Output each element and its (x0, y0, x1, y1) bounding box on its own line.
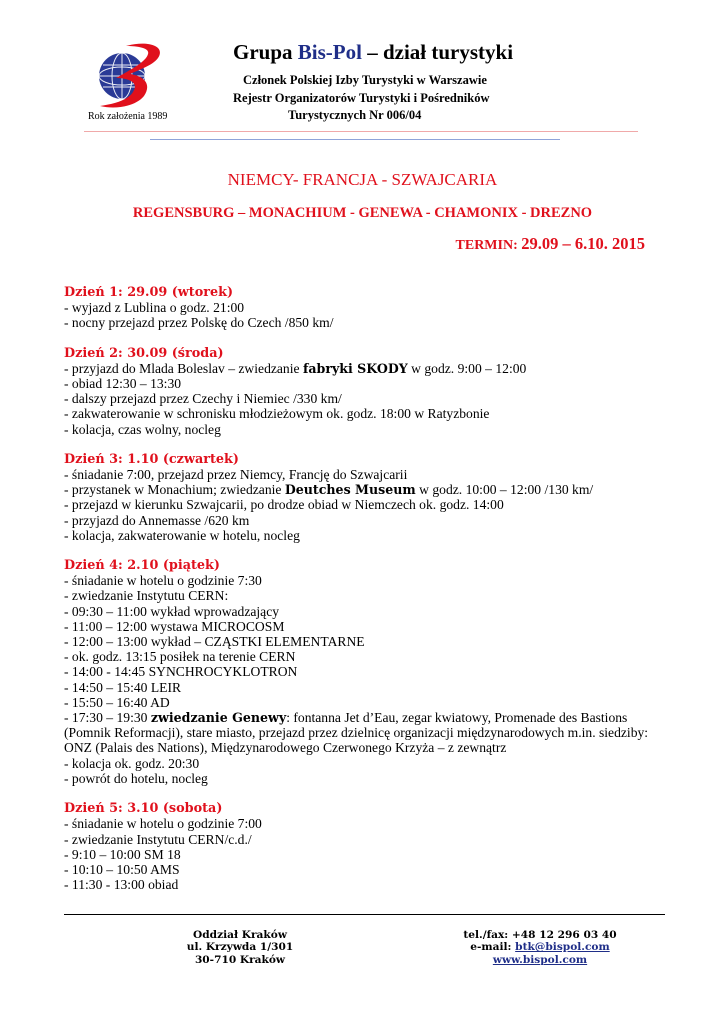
founded-year: Rok założenia 1989 (88, 111, 168, 122)
item-highlight: fabryki SKODY (302, 360, 408, 376)
itinerary-item: - ok. godz. 13:15 posiłek na terenie CERN (64, 649, 296, 665)
itinerary-item: - kolacja ok. godz. 20:30 (64, 755, 200, 771)
itinerary-item: - dalszy przejazd przez Czechy i Niemiec /330 km/ (64, 391, 342, 407)
trip-term (456, 234, 645, 254)
company-logo (86, 40, 170, 112)
office-address (150, 929, 330, 966)
itinerary-item: - kolacja, czas wolny, nocleg (64, 421, 221, 437)
itinerary-item: - przejazd w kierunku Szwajcarii, po drodze obiad w Niemczech ok. godz. 14:00 (64, 497, 504, 513)
itinerary-item: - obiad 12:30 – 13:30 (64, 376, 182, 392)
company-title (233, 40, 513, 65)
itinerary-item: - zakwaterowanie w schronisku młodzieżowym ok. godz. 18:00 w Ratyzbonie (64, 406, 490, 422)
item-text: w godz. 9:00 – 12:00 (407, 360, 527, 376)
itinerary-item: - 12:00 – 13:00 wykład – CZĄSTKI ELEMENTARNE (64, 634, 365, 650)
term-label: TERMIN: (455, 238, 522, 253)
itinerary-item: - zwiedzanie Instytutu CERN: (64, 588, 229, 604)
email-label: e-mail: (470, 941, 516, 954)
day-section (64, 452, 664, 543)
item-text: : fontanna Jet d’Eau, zegar kwiatowy, Promenade des Bastions (Pomnik Reformacji), stare miasto, przejazd przez dzielnicę organizacji międzynarodowych m.in. siedziby: ONZ (Palais des Nations), Międzynarodowego Czerwonego Krzyża – z zewnątrz (64, 710, 649, 756)
item-text: - przystanek w Monachium; zwiedzanie (64, 482, 285, 498)
day-section (64, 285, 664, 331)
term-value: 29.09 – 6.10. 2015 (521, 234, 645, 253)
office-city: 30-710 Kraków (194, 953, 286, 966)
office-street: ul. Krzywda 1/301 (186, 941, 294, 954)
itinerary-item: - kolacja, zakwaterowanie w hotelu, nocleg (64, 527, 300, 543)
itinerary-item: - 15:50 – 16:40 AD (64, 694, 170, 710)
day-title: Dzień 3: 1.10 (czwartek) (64, 451, 239, 467)
item-text: - 17:30 – 19:30 (64, 710, 151, 726)
itinerary-item: - śniadanie 7:00, przejazd przez Niemcy, Francję do Szwajcarii (64, 467, 408, 483)
header-divider-blue (150, 139, 560, 140)
itinerary-item: - 11:30 - 13:00 obiad (64, 877, 179, 893)
item-text: w godz. 10:00 – 12:00 /130 km/ (415, 482, 594, 498)
itinerary-item: - wyjazd z Lublina o godz. 21:00 (64, 300, 245, 316)
day-title: Dzień 1: 29.09 (wtorek) (64, 285, 234, 300)
office-name: Oddział Kraków (193, 929, 287, 941)
day-section (64, 801, 664, 892)
itinerary (64, 285, 664, 907)
itinerary-item (64, 482, 664, 497)
day-section (64, 346, 664, 437)
itinerary-item: - nocny przejazd przez Polskę do Czech /850 km/ (64, 315, 334, 331)
itinerary-item: - 9:10 – 10:00 SM 18 (64, 846, 181, 862)
itinerary-item: - śniadanie w hotelu o godzinie 7:30 (64, 573, 262, 589)
itinerary-item: - zwiedzanie Instytutu CERN/c.d./ (64, 831, 252, 847)
header-divider-red (84, 131, 638, 132)
itinerary-item: - 10:10 – 10:50 AMS (64, 861, 180, 877)
website-link[interactable]: www.bispol.com (492, 953, 588, 966)
register-number-line: Turystycznych Nr 006/04 (288, 108, 422, 122)
contact-info (415, 929, 665, 966)
itinerary-item: - 09:30 – 11:00 wykład wprowadzający (64, 603, 280, 619)
item-text: - przyjazd do Mlada Boleslav – zwiedzanie (64, 360, 303, 376)
phone-fax: tel./fax: +48 12 296 03 40 (463, 929, 617, 941)
trip-route: REGENSBURG – MONACHIUM - GENEWA - CHAMONIX - DREZNO (132, 205, 593, 221)
itinerary-item: - 14:50 – 15:40 LEIR (64, 679, 182, 695)
footer-divider (64, 914, 665, 915)
globe-logo-icon (86, 40, 170, 112)
day-title: Dzień 5: 3.10 (sobota) (64, 801, 223, 817)
itinerary-item (64, 361, 664, 376)
itinerary-item (64, 710, 664, 756)
brand-name: Bis-Pol (297, 40, 362, 64)
itinerary-item: - przyjazd do Annemasse /620 km (64, 512, 250, 528)
item-highlight: Deutches Museum (284, 482, 416, 498)
day-section (64, 558, 664, 786)
itinerary-item: - 14:00 - 14:45 SYNCHROCYKLOTRON (64, 664, 298, 680)
membership-line: Członek Polskiej Izby Turystyki w Warszawie (243, 73, 487, 87)
day-title: Dzień 2: 30.09 (środa) (64, 345, 224, 361)
email-link[interactable]: btk@bispol.com (515, 941, 610, 954)
email-line (415, 941, 665, 953)
itinerary-item: - powrót do hotelu, nocleg (64, 770, 208, 786)
item-highlight: zwiedzanie Genewy (150, 710, 287, 726)
title-suffix: – dział turystyki (361, 40, 514, 64)
title-prefix: Grupa (233, 40, 298, 64)
itinerary-item: - śniadanie w hotelu o godzinie 7:00 (64, 816, 262, 832)
day-title: Dzień 4: 2.10 (piątek) (64, 558, 220, 574)
trip-title: NIEMCY- FRANCJA - SZWAJCARIA (227, 170, 498, 189)
register-line: Rejestr Organizatorów Turystyki i Pośredników (233, 91, 490, 105)
itinerary-item: - 11:00 – 12:00 wystawa MICROCOSM (64, 618, 285, 634)
